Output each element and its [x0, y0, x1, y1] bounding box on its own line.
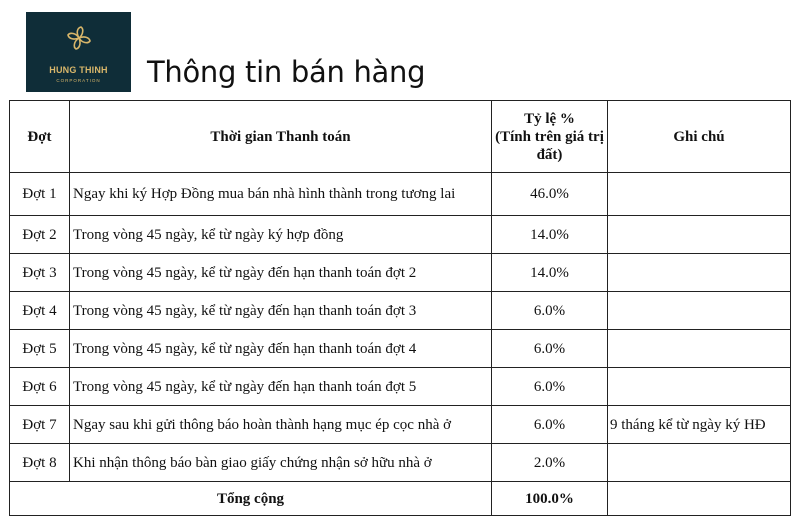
header-note: Ghi chú [608, 101, 791, 173]
note-cell [608, 216, 791, 254]
total-rate: 100.0% [492, 482, 608, 516]
flower-logo-icon [64, 23, 94, 53]
description-cell: Trong vòng 45 ngày, kể từ ngày đến hạn thanh toán đợt 2 [70, 254, 492, 292]
rate-cell: 14.0% [492, 216, 608, 254]
table-row [10, 173, 791, 216]
note-cell [608, 292, 791, 330]
rate-cell: 2.0% [492, 444, 608, 482]
total-note-cell [608, 482, 791, 516]
rate-cell: 46.0% [492, 173, 608, 216]
phase-cell: Đợt 4 [10, 292, 70, 330]
logo-corporation-text: CORPORATION [56, 78, 101, 83]
table-row [10, 292, 791, 330]
phase-cell: Đợt 6 [10, 368, 70, 406]
description-cell: Ngay khi ký Hợp Đồng mua bán nhà hình thành trong tương lai [70, 173, 492, 216]
header-rate [492, 101, 608, 173]
table-row [10, 216, 791, 254]
table-row [10, 444, 791, 482]
note-cell [608, 330, 791, 368]
phase-cell: Đợt 7 [10, 406, 70, 444]
phase-cell: Đợt 5 [10, 330, 70, 368]
table-row [10, 254, 791, 292]
table-header-row [10, 101, 791, 173]
phase-cell: Đợt 2 [10, 216, 70, 254]
total-label: Tổng cộng [10, 482, 492, 516]
rate-cell: 6.0% [492, 368, 608, 406]
phase-cell: Đợt 1 [10, 173, 70, 216]
header-phase: Đợt [10, 101, 70, 173]
header-payment-time: Thời gian Thanh toán [70, 101, 492, 173]
note-cell [608, 254, 791, 292]
company-logo [26, 12, 131, 92]
note-cell: 9 tháng kể từ ngày ký HĐ [608, 406, 791, 444]
description-cell: Trong vòng 45 ngày, kể từ ngày đến hạn thanh toán đợt 4 [70, 330, 492, 368]
table-row [10, 330, 791, 368]
table-row [10, 406, 791, 444]
rate-cell: 6.0% [492, 292, 608, 330]
note-cell [608, 368, 791, 406]
phase-cell: Đợt 3 [10, 254, 70, 292]
description-cell: Khi nhận thông báo bàn giao giấy chứng nhận sở hữu nhà ở [70, 444, 492, 482]
header-rate-line2: (Tính trên giá trị đất) [495, 128, 604, 163]
rate-cell: 6.0% [492, 406, 608, 444]
rate-cell: 6.0% [492, 330, 608, 368]
description-cell: Trong vòng 45 ngày, kể từ ngày ký hợp đồng [70, 216, 492, 254]
page-title: Thông tin bán hàng [147, 55, 426, 89]
phase-cell: Đợt 8 [10, 444, 70, 482]
payment-schedule-table [9, 100, 791, 516]
note-cell [608, 444, 791, 482]
description-cell: Trong vòng 45 ngày, kể từ ngày đến hạn thanh toán đợt 5 [70, 368, 492, 406]
description-cell: Ngay sau khi gửi thông báo hoàn thành hạng mục ép cọc nhà ở [70, 406, 492, 444]
note-cell [608, 173, 791, 216]
logo-brand-text: HUNG THINH [49, 65, 108, 75]
total-row [10, 482, 791, 516]
description-cell: Trong vòng 45 ngày, kể từ ngày đến hạn thanh toán đợt 3 [70, 292, 492, 330]
rate-cell: 14.0% [492, 254, 608, 292]
table-row [10, 368, 791, 406]
header-rate-line1: Tỷ lệ % [524, 110, 575, 127]
